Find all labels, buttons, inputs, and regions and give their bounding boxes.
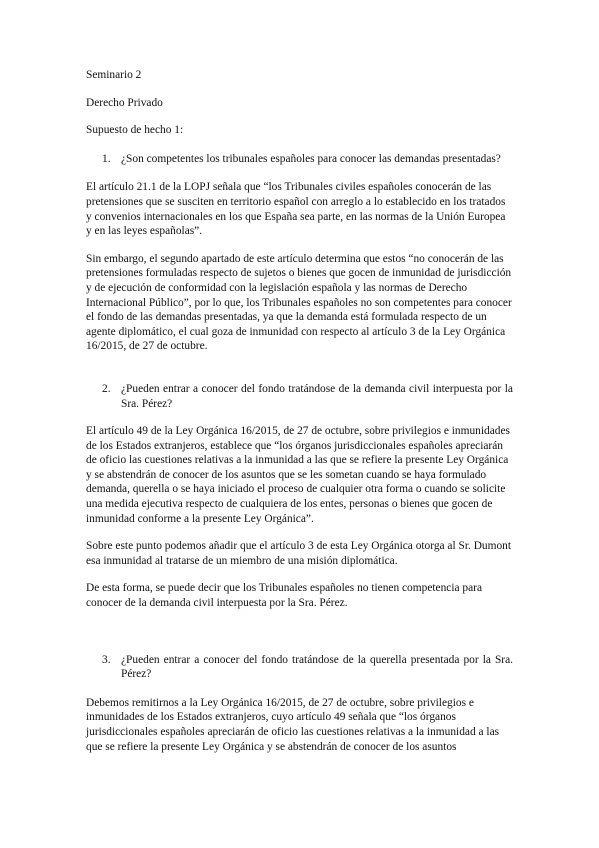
seminar-title: Seminario 2 bbox=[86, 69, 142, 81]
case-heading: Supuesto de hecho 1: bbox=[86, 124, 184, 137]
question-1 bbox=[86, 152, 513, 167]
question-1-text: ¿Son competentes los tribunales españoles para conocer las demandas presentadas? bbox=[121, 152, 501, 165]
paragraph-immunity: Sin embargo, el segundo apartado de este artículo determina que estos “no conocerán de las pretensiones formuladas respecto de sujetos o bienes que gocen de inmunidad de jurisdicción y de ejecución de conformidad con la legislación española y las normas de Derecho Internacional Público”, por lo que, los Tribunales españoles no son competentes para conocer el fondo de las demandas presentadas, ya que la demanda está formulada respecto de un agente diplomático, el cual goza de inmunidad con respecto al artículo 3 de la Ley Orgánica 16/2015, de 27 de octubre. bbox=[86, 252, 512, 353]
paragraph-conclusion: De esta forma, se puede decir que los Tribunales españoles no tienen competencia para conocer de la demanda civil interpuesta por la Sra. Pérez. bbox=[86, 582, 483, 610]
question-3 bbox=[86, 653, 513, 682]
question-1-number: 1. bbox=[102, 152, 111, 165]
paragraph-article-49: El artículo 49 de la Ley Orgánica 16/2015, de 27 de octubre, sobre privilegios e inmunidades de los Estados extranjeros, establece que “los órganos jurisdiccionales españoles apreciarán de oficio las cuestiones relativas a la inmunidad a las que se refiere la presente Ley Orgánica y se abstendrán de conocer de los asuntos que se les sometan cuando se haya formulado demanda, querella o se haya iniciado el proceso de cualquier otra forma o cuando se solicite una medida ejecutiva respecto de cualquiera de los entes, personas o bienes que gocen de inmunidad conforme a la presente Ley Orgánica”. bbox=[86, 425, 510, 525]
paragraph-lopj-21-1: El artículo 21.1 de la LOPJ señala que “los Tribunales civiles españoles conocerán de las pretensiones que se susciten en territorio español con arreglo a lo establecido en los tratados y convenios internacionales en los que España sea parte, en las normas de la Unión Europea y en las leyes españolas”. bbox=[86, 181, 506, 238]
question-3-number: 3. bbox=[102, 653, 111, 666]
paragraph-querella: Debemos remitirnos a la Ley Orgánica 16/2015, de 27 de octubre, sobre privilegios e inmunidades de los Estados extranjeros, cuyo artículo 49 señala que “los órganos jurisdiccionales españoles apreciarán de oficio las cuestiones relativas a la inmunidad a las que se refiere la presente Ley Orgánica y se abstendrán de conocer de los asuntos bbox=[86, 696, 500, 753]
subject-title: Derecho Privado bbox=[86, 96, 163, 109]
paragraph-article-3: Sobre este punto podemos añadir que el artículo 3 de esta Ley Orgánica otorga al Sr. Dumont esa inmunidad al tratarse de un miembro de una misión diplomática. bbox=[86, 540, 512, 567]
question-3-text: ¿Pueden entrar a conocer del fondo tratándose de la querella presentada por la Sra. Pérez? bbox=[121, 653, 513, 681]
question-2 bbox=[86, 382, 513, 411]
question-2-number: 2. bbox=[102, 382, 111, 395]
question-2-text: ¿Pueden entrar a conocer del fondo tratándose de la demanda civil interpuesta por la Sra. Pérez? bbox=[121, 382, 513, 410]
